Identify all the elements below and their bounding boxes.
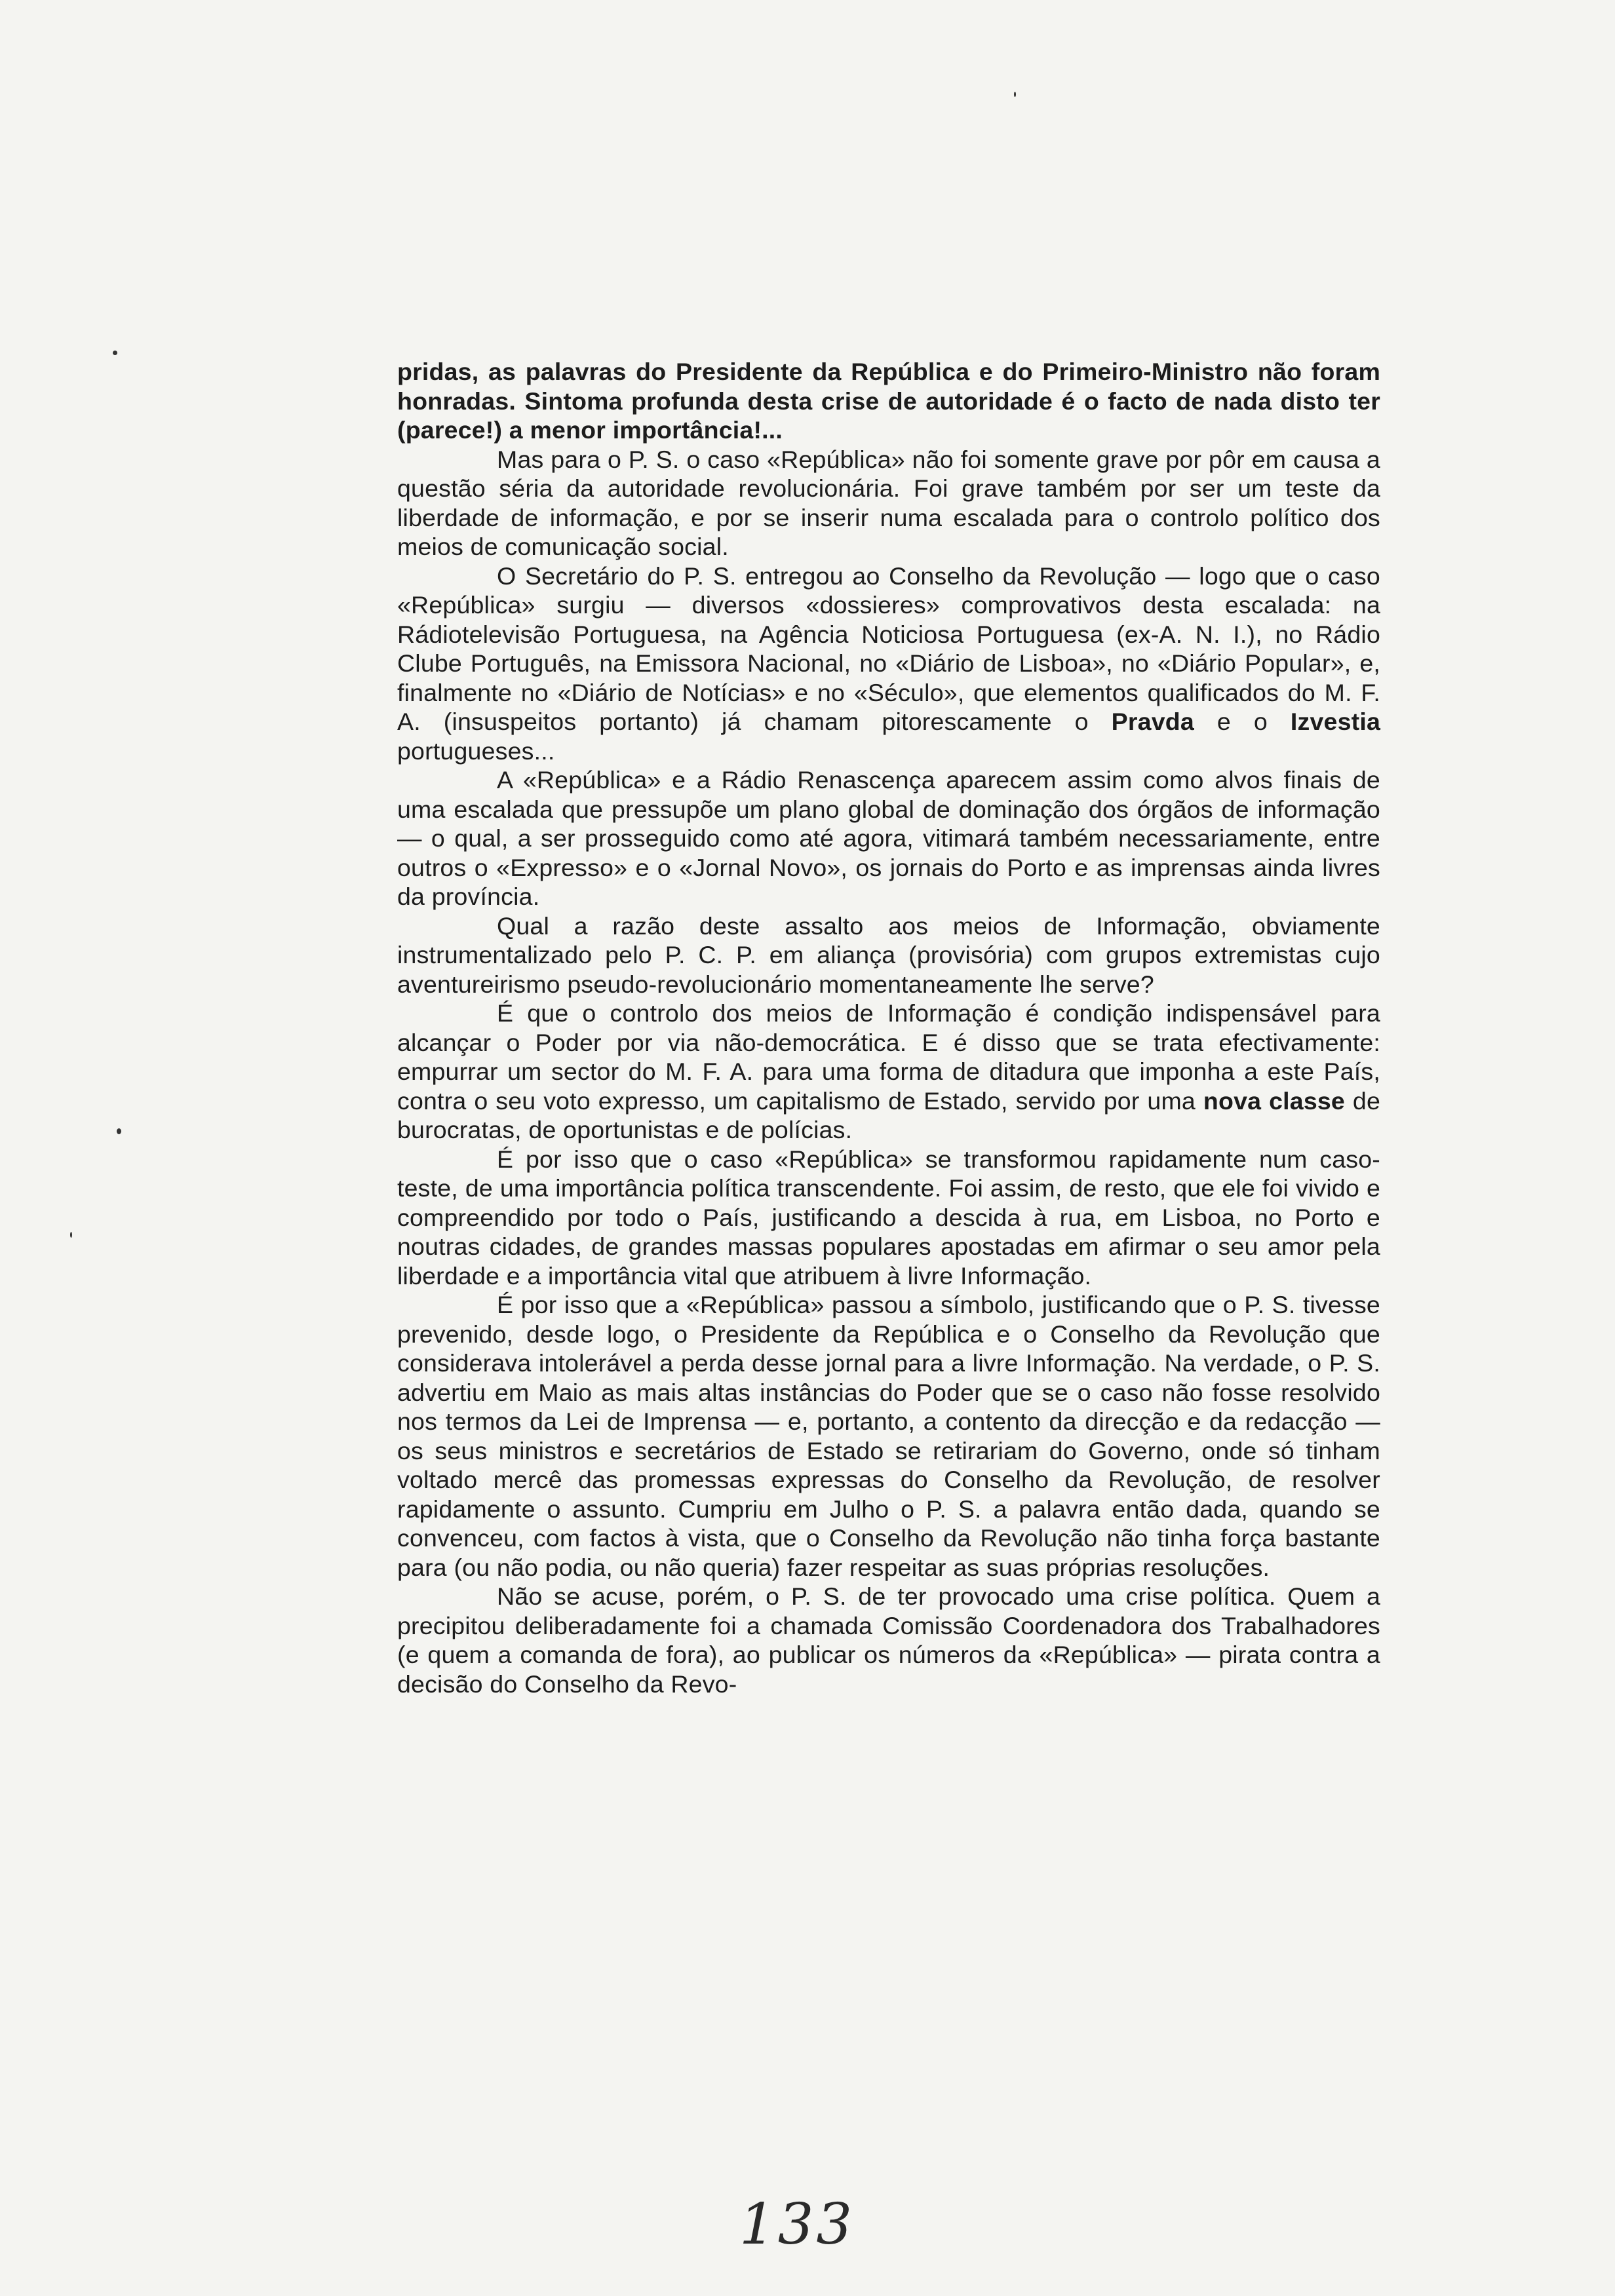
bold-text-segment: Pravda [1111, 708, 1194, 735]
paragraph [397, 1582, 1380, 1698]
text-segment: Não se acuse, porém, o P. S. de ter provocado uma crise política. Quem a precipitou deliberadamente foi a chamada Comissão Coordenadora dos Trabalhadores (e quem a comanda de fora), ao publicar os números da «República» — pirata contra a decisão do Conselho da Revo- [397, 1582, 1380, 1698]
scan-speck [1014, 92, 1016, 97]
text-segment: Qual a razão deste assalto aos meios de Informação, obviamente instrumentalizado pelo P. C. P. em aliança (provisória) com grupos extremistas cujo aventureirismo pseudo-revolucionário momentaneamente lhe serve? [397, 911, 1380, 998]
text-segment: É que o controlo dos meios de Informação é condição indispensável para alcançar o Poder por via não-democrática. E é disso que se trata efectivamente: empurrar um sector do M. F. A. para uma forma de ditadura que imponha a este País, contra o seu voto expresso, um capitalismo de Estado, servido por uma [397, 999, 1380, 1115]
bold-text-segment: Izvestia [1290, 708, 1381, 735]
text-segment: É por isso que a «República» passou a símbolo, justificando que o P. S. tivesse prevenido, desde logo, o Presidente da República e o Conselho da Revolução que considerava intolerável a perda desse jornal para a livre Informação. Na verdade, o P. S. advertiu em Maio as mais altas instâncias do Poder que se o caso não fosse resolvido nos termos da Lei de Imprensa — e, portanto, a contento da direcção e da redacção — os seus ministros e secretários de Estado se retirariam do Governo, onde só tinham voltado mercê das promessas expressas do Conselho da Revolução, de resolver rapidamente o assunto. Cumpriu em Julho o P. S. a palavra então dada, quando se convenceu, com factos à vista, que o Conselho da Revolução não tinha força bastante para (ou não podia, ou não queria) fazer respeitar as suas próprias resoluções. [397, 1291, 1380, 1581]
paragraph [397, 999, 1380, 1145]
bold-text-segment: nova classe [1203, 1086, 1345, 1115]
body-text [397, 357, 1380, 1698]
paragraph [397, 911, 1380, 999]
text-segment: O Secretário do P. S. entregou ao Conselho da Revolução — logo que o caso «República» surgiu — diversos «dossieres» comprovativos desta escalada: na Rádiotelevisão Portuguesa, na Agência Noticiosa Portuguesa (ex-A. N. I.), no Rádio Clube Português, na Emissora Nacional, no «Diário de Lisboa», no «Diário Popular», e, finalmente no «Diário de Notícias» e no «Século», que elementos qualificados do M. F. A. (insuspeitos portanto) já chamam pitorescamente o [397, 562, 1380, 735]
text-segment: É por isso que o caso «República» se transformou rapidamente num caso-teste, de uma importância política transcendente. Foi assim, de resto, que ele foi vivido e compreendido por todo o País, justificando a descida à rua, em Lisboa, no Porto e noutras cidades, de grandes massas populares apostadas em afirmar o seu amor pela liberdade e a importância vital que atribuem à livre Informação. [397, 1145, 1380, 1290]
text-segment: A «República» e a Rádio Renascença aparecem assim como alvos finais de uma escalada que pressupõe um plano global de dominação dos órgãos de informação — o qual, a ser prosseguido como até agora, vitimará também necessariamente, entre outros o «Expresso» e o «Jornal Novo», os jornais do Porto e as imprensas ainda livres da província. [397, 766, 1380, 910]
text-segment: Mas para o P. S. o caso «República» não foi somente grave por pôr em causa a questão séria da autoridade revolucionária. Foi grave também por ser um teste da liberdade de informação, e por se inserir numa escalada para o controlo político dos meios de comunicação social. [397, 445, 1380, 560]
paragraph [397, 1290, 1380, 1582]
text-segment: portugueses... [397, 737, 555, 765]
paragraph [397, 1145, 1380, 1291]
paragraph [397, 765, 1380, 911]
scan-speck [117, 1128, 121, 1134]
bold-text-segment: o facto de nada disto ter (parece!) a menor importância!... [397, 387, 1380, 444]
scan-speck [70, 1232, 72, 1238]
page-number: 133 [739, 2192, 855, 2257]
paragraph [397, 562, 1380, 766]
text-segment: e o [1194, 708, 1291, 735]
scan-speck [113, 351, 117, 355]
text-segment: de burocratas, de oportunistas e de polícias. [397, 1086, 1381, 1143]
paragraph [397, 357, 1380, 445]
bold-text-segment: pridas, as palavras do Presidente da República e do Primeiro-Ministro não foram honradas. Sintoma profunda desta crise de autoridade é [397, 358, 1380, 415]
paragraph [397, 445, 1380, 562]
